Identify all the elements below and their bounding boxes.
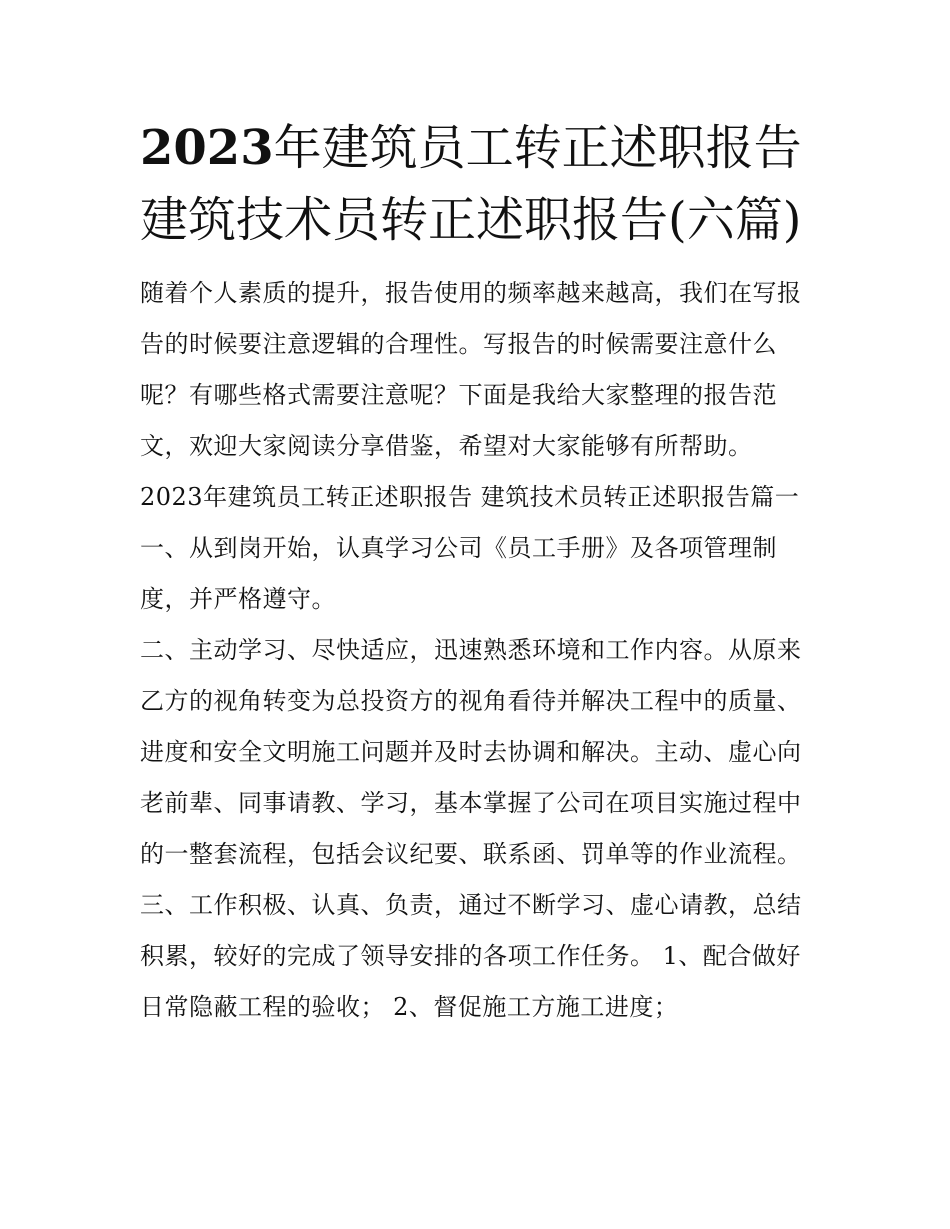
title-text: 年建筑员工转正述职报告 建筑技术员转正述职报告(六篇) — [140, 120, 802, 248]
document-page — [140, 112, 820, 1033]
body-paragraph-3: 三、工作积极、认真、负责，通过不断学习、虚心请教，总结积累，较好的完成了领导安排的各项工作任务。 1、配合做好日常隐蔽工程的验收； 2、督促施工方施工进度； — [140, 891, 802, 1021]
document-title — [140, 112, 820, 256]
body-paragraph-2: 二、主动学习、尽快适应，迅速熟悉环境和工作内容。从原来乙方的视角转变为总投资方的视角看待并解决工程中的质量、进度和安全文明施工问题并及时去协调和解决。主动、虚心向老前辈、同事请教、学习，基本掌握了公司在项目实施过程中的一整套流程，包括会议纪要、联系函、罚单等的作业流程。 — [140, 636, 802, 868]
section-heading: 2023年建筑员工转正述职报告 建筑技术员转正述职报告篇一 — [140, 483, 800, 511]
body-paragraph-1: 一、从到岗开始，认真学习公司《员工手册》及各项管理制度，并严格遵守。 — [140, 534, 777, 613]
intro-paragraph: 随着个人素质的提升，报告使用的频率越来越高，我们在写报告的时候要注意逻辑的合理性。写报告的时候需要注意什么呢？有哪些格式需要注意呢？下面是我给大家整理的报告范文，欢迎大家阅读分享借鉴，希望对大家能够有所帮助。 — [140, 279, 802, 460]
title-year: 2023 — [140, 120, 274, 176]
